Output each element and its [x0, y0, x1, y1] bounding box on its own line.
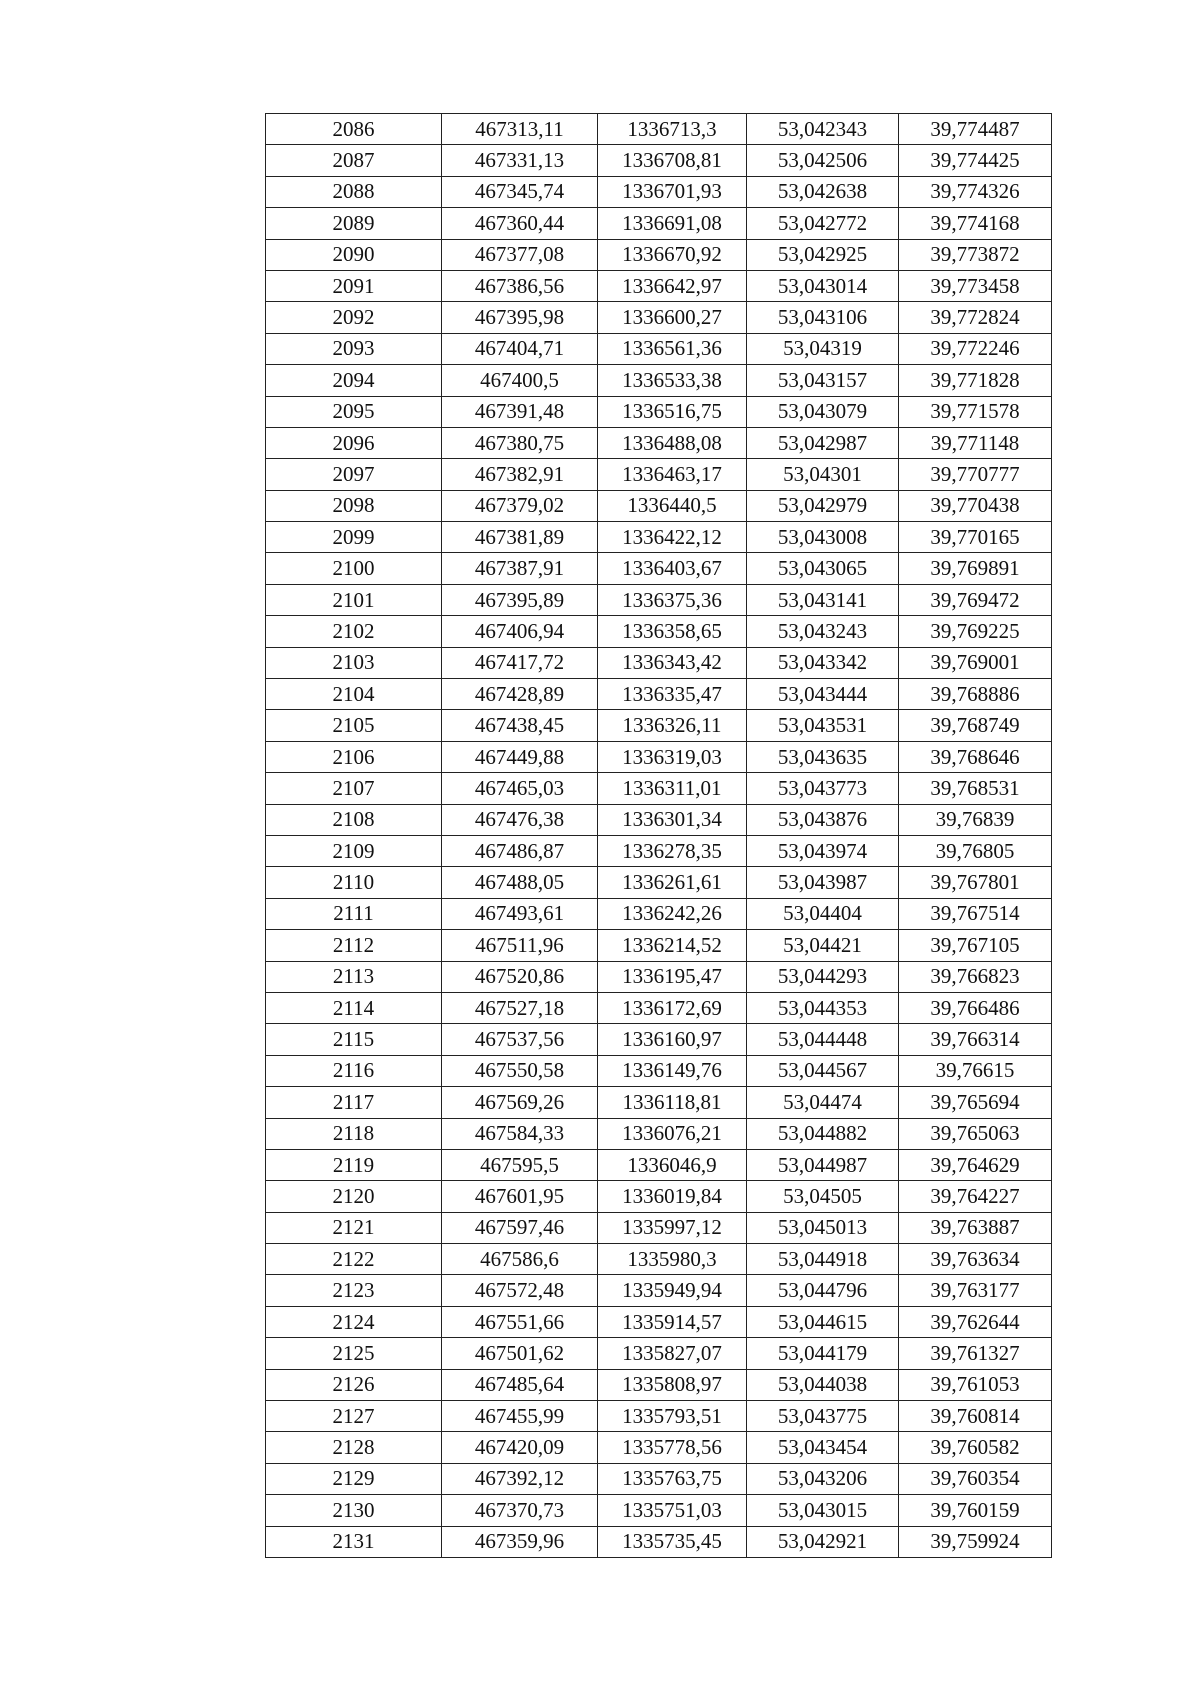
table-row	[266, 741, 1052, 772]
latitude-cell: 53,043773	[747, 773, 899, 804]
latitude-cell: 53,04404	[747, 898, 899, 929]
latitude-cell: 53,044567	[747, 1055, 899, 1086]
longitude-cell: 39,76615	[899, 1055, 1052, 1086]
longitude-cell: 39,767105	[899, 930, 1052, 961]
x-coordinate-cell: 467601,95	[442, 1181, 598, 1212]
x-coordinate-cell: 467404,71	[442, 333, 598, 364]
x-coordinate-cell: 467377,08	[442, 239, 598, 270]
longitude-cell: 39,760159	[899, 1495, 1052, 1526]
x-coordinate-cell: 467420,09	[442, 1432, 598, 1463]
latitude-cell: 53,044796	[747, 1275, 899, 1306]
longitude-cell: 39,767801	[899, 867, 1052, 898]
point-number-cell: 2100	[266, 553, 442, 584]
x-coordinate-cell: 467387,91	[442, 553, 598, 584]
point-number-cell: 2090	[266, 239, 442, 270]
latitude-cell: 53,043065	[747, 553, 899, 584]
coordinates-table	[265, 113, 1052, 1558]
x-coordinate-cell: 467511,96	[442, 930, 598, 961]
coordinates-table-body	[266, 114, 1052, 1558]
y-coordinate-cell: 1336172,69	[598, 992, 747, 1023]
y-coordinate-cell: 1336214,52	[598, 930, 747, 961]
x-coordinate-cell: 467476,38	[442, 804, 598, 835]
latitude-cell: 53,043106	[747, 302, 899, 333]
y-coordinate-cell: 1335735,45	[598, 1526, 747, 1557]
table-row	[266, 1306, 1052, 1337]
point-number-cell: 2123	[266, 1275, 442, 1306]
longitude-cell: 39,762644	[899, 1306, 1052, 1337]
x-coordinate-cell: 467569,26	[442, 1087, 598, 1118]
point-number-cell: 2112	[266, 930, 442, 961]
x-coordinate-cell: 467400,5	[442, 365, 598, 396]
y-coordinate-cell: 1336261,61	[598, 867, 747, 898]
longitude-cell: 39,772824	[899, 302, 1052, 333]
point-number-cell: 2096	[266, 427, 442, 458]
point-number-cell: 2122	[266, 1244, 442, 1275]
table-row	[266, 302, 1052, 333]
longitude-cell: 39,769472	[899, 584, 1052, 615]
y-coordinate-cell: 1336600,27	[598, 302, 747, 333]
longitude-cell: 39,763887	[899, 1212, 1052, 1243]
table-row	[266, 616, 1052, 647]
y-coordinate-cell: 1336422,12	[598, 522, 747, 553]
longitude-cell: 39,771148	[899, 427, 1052, 458]
x-coordinate-cell: 467391,48	[442, 396, 598, 427]
table-row	[266, 396, 1052, 427]
table-row	[266, 647, 1052, 678]
table-row	[266, 459, 1052, 490]
longitude-cell: 39,759924	[899, 1526, 1052, 1557]
point-number-cell: 2116	[266, 1055, 442, 1086]
longitude-cell: 39,770438	[899, 490, 1052, 521]
y-coordinate-cell: 1335997,12	[598, 1212, 747, 1243]
longitude-cell: 39,773458	[899, 270, 1052, 301]
longitude-cell: 39,76839	[899, 804, 1052, 835]
point-number-cell: 2089	[266, 208, 442, 239]
point-number-cell: 2127	[266, 1401, 442, 1432]
latitude-cell: 53,042343	[747, 114, 899, 145]
y-coordinate-cell: 1336403,67	[598, 553, 747, 584]
table-row	[266, 835, 1052, 866]
y-coordinate-cell: 1335793,51	[598, 1401, 747, 1432]
longitude-cell: 39,771828	[899, 365, 1052, 396]
latitude-cell: 53,042772	[747, 208, 899, 239]
point-number-cell: 2102	[266, 616, 442, 647]
latitude-cell: 53,044882	[747, 1118, 899, 1149]
longitude-cell: 39,768646	[899, 741, 1052, 772]
longitude-cell: 39,774326	[899, 176, 1052, 207]
longitude-cell: 39,768531	[899, 773, 1052, 804]
longitude-cell: 39,768749	[899, 710, 1052, 741]
point-number-cell: 2114	[266, 992, 442, 1023]
table-row	[266, 1401, 1052, 1432]
x-coordinate-cell: 467395,98	[442, 302, 598, 333]
table-row	[266, 145, 1052, 176]
longitude-cell: 39,769891	[899, 553, 1052, 584]
latitude-cell: 53,043157	[747, 365, 899, 396]
point-number-cell: 2119	[266, 1149, 442, 1180]
longitude-cell: 39,770777	[899, 459, 1052, 490]
point-number-cell: 2126	[266, 1369, 442, 1400]
y-coordinate-cell: 1336670,92	[598, 239, 747, 270]
longitude-cell: 39,764227	[899, 1181, 1052, 1212]
x-coordinate-cell: 467331,13	[442, 145, 598, 176]
latitude-cell: 53,043141	[747, 584, 899, 615]
x-coordinate-cell: 467501,62	[442, 1338, 598, 1369]
longitude-cell: 39,765063	[899, 1118, 1052, 1149]
longitude-cell: 39,765694	[899, 1087, 1052, 1118]
x-coordinate-cell: 467313,11	[442, 114, 598, 145]
y-coordinate-cell: 1335980,3	[598, 1244, 747, 1275]
table-row	[266, 804, 1052, 835]
y-coordinate-cell: 1336691,08	[598, 208, 747, 239]
x-coordinate-cell: 467485,64	[442, 1369, 598, 1400]
latitude-cell: 53,043987	[747, 867, 899, 898]
x-coordinate-cell: 467551,66	[442, 1306, 598, 1337]
y-coordinate-cell: 1336708,81	[598, 145, 747, 176]
x-coordinate-cell: 467550,58	[442, 1055, 598, 1086]
table-row	[266, 867, 1052, 898]
longitude-cell: 39,774168	[899, 208, 1052, 239]
point-number-cell: 2109	[266, 835, 442, 866]
latitude-cell: 53,044615	[747, 1306, 899, 1337]
latitude-cell: 53,042979	[747, 490, 899, 521]
x-coordinate-cell: 467597,46	[442, 1212, 598, 1243]
latitude-cell: 53,044987	[747, 1149, 899, 1180]
y-coordinate-cell: 1336118,81	[598, 1087, 747, 1118]
y-coordinate-cell: 1336195,47	[598, 961, 747, 992]
point-number-cell: 2120	[266, 1181, 442, 1212]
point-number-cell: 2117	[266, 1087, 442, 1118]
longitude-cell: 39,768886	[899, 679, 1052, 710]
x-coordinate-cell: 467493,61	[442, 898, 598, 929]
y-coordinate-cell: 1336046,9	[598, 1149, 747, 1180]
point-number-cell: 2128	[266, 1432, 442, 1463]
latitude-cell: 53,043014	[747, 270, 899, 301]
point-number-cell: 2106	[266, 741, 442, 772]
table-row	[266, 239, 1052, 270]
y-coordinate-cell: 1336713,3	[598, 114, 747, 145]
y-coordinate-cell: 1336335,47	[598, 679, 747, 710]
table-row	[266, 365, 1052, 396]
longitude-cell: 39,773872	[899, 239, 1052, 270]
y-coordinate-cell: 1336319,03	[598, 741, 747, 772]
x-coordinate-cell: 467584,33	[442, 1118, 598, 1149]
latitude-cell: 53,044448	[747, 1024, 899, 1055]
point-number-cell: 2093	[266, 333, 442, 364]
point-number-cell: 2087	[266, 145, 442, 176]
table-row	[266, 522, 1052, 553]
table-row	[266, 114, 1052, 145]
y-coordinate-cell: 1336358,65	[598, 616, 747, 647]
y-coordinate-cell: 1335827,07	[598, 1338, 747, 1369]
x-coordinate-cell: 467395,89	[442, 584, 598, 615]
table-row	[266, 961, 1052, 992]
longitude-cell: 39,760814	[899, 1401, 1052, 1432]
table-row	[266, 710, 1052, 741]
x-coordinate-cell: 467488,05	[442, 867, 598, 898]
x-coordinate-cell: 467572,48	[442, 1275, 598, 1306]
latitude-cell: 53,04474	[747, 1087, 899, 1118]
point-number-cell: 2097	[266, 459, 442, 490]
y-coordinate-cell: 1335949,94	[598, 1275, 747, 1306]
latitude-cell: 53,043243	[747, 616, 899, 647]
y-coordinate-cell: 1336326,11	[598, 710, 747, 741]
latitude-cell: 53,043635	[747, 741, 899, 772]
y-coordinate-cell: 1336301,34	[598, 804, 747, 835]
point-number-cell: 2099	[266, 522, 442, 553]
latitude-cell: 53,043444	[747, 679, 899, 710]
point-number-cell: 2113	[266, 961, 442, 992]
table-row	[266, 584, 1052, 615]
latitude-cell: 53,04319	[747, 333, 899, 364]
table-row	[266, 679, 1052, 710]
point-number-cell: 2107	[266, 773, 442, 804]
y-coordinate-cell: 1336242,26	[598, 898, 747, 929]
x-coordinate-cell: 467360,44	[442, 208, 598, 239]
point-number-cell: 2115	[266, 1024, 442, 1055]
y-coordinate-cell: 1336516,75	[598, 396, 747, 427]
x-coordinate-cell: 467370,73	[442, 1495, 598, 1526]
y-coordinate-cell: 1336311,01	[598, 773, 747, 804]
longitude-cell: 39,761327	[899, 1338, 1052, 1369]
y-coordinate-cell: 1335808,97	[598, 1369, 747, 1400]
table-row	[266, 1369, 1052, 1400]
y-coordinate-cell: 1335914,57	[598, 1306, 747, 1337]
point-number-cell: 2118	[266, 1118, 442, 1149]
x-coordinate-cell: 467520,86	[442, 961, 598, 992]
table-row	[266, 1212, 1052, 1243]
point-number-cell: 2086	[266, 114, 442, 145]
table-row	[266, 333, 1052, 364]
point-number-cell: 2124	[266, 1306, 442, 1337]
table-row	[266, 1432, 1052, 1463]
latitude-cell: 53,043531	[747, 710, 899, 741]
latitude-cell: 53,043079	[747, 396, 899, 427]
x-coordinate-cell: 467595,5	[442, 1149, 598, 1180]
table-row	[266, 490, 1052, 521]
x-coordinate-cell: 467428,89	[442, 679, 598, 710]
latitude-cell: 53,044293	[747, 961, 899, 992]
x-coordinate-cell: 467379,02	[442, 490, 598, 521]
point-number-cell: 2129	[266, 1463, 442, 1494]
table-row	[266, 427, 1052, 458]
x-coordinate-cell: 467406,94	[442, 616, 598, 647]
x-coordinate-cell: 467417,72	[442, 647, 598, 678]
latitude-cell: 53,045013	[747, 1212, 899, 1243]
longitude-cell: 39,771578	[899, 396, 1052, 427]
latitude-cell: 53,044918	[747, 1244, 899, 1275]
point-number-cell: 2092	[266, 302, 442, 333]
point-number-cell: 2111	[266, 898, 442, 929]
latitude-cell: 53,043015	[747, 1495, 899, 1526]
longitude-cell: 39,769225	[899, 616, 1052, 647]
longitude-cell: 39,760354	[899, 1463, 1052, 1494]
table-row	[266, 1024, 1052, 1055]
point-number-cell: 2121	[266, 1212, 442, 1243]
table-row	[266, 553, 1052, 584]
latitude-cell: 53,042921	[747, 1526, 899, 1557]
latitude-cell: 53,04421	[747, 930, 899, 961]
latitude-cell: 53,043454	[747, 1432, 899, 1463]
x-coordinate-cell: 467586,6	[442, 1244, 598, 1275]
longitude-cell: 39,76805	[899, 835, 1052, 866]
latitude-cell: 53,043775	[747, 1401, 899, 1432]
y-coordinate-cell: 1336533,38	[598, 365, 747, 396]
y-coordinate-cell: 1336463,17	[598, 459, 747, 490]
x-coordinate-cell: 467465,03	[442, 773, 598, 804]
point-number-cell: 2110	[266, 867, 442, 898]
longitude-cell: 39,772246	[899, 333, 1052, 364]
y-coordinate-cell: 1336278,35	[598, 835, 747, 866]
point-number-cell: 2104	[266, 679, 442, 710]
y-coordinate-cell: 1336440,5	[598, 490, 747, 521]
table-row	[266, 773, 1052, 804]
y-coordinate-cell: 1336561,36	[598, 333, 747, 364]
latitude-cell: 53,04505	[747, 1181, 899, 1212]
x-coordinate-cell: 467527,18	[442, 992, 598, 1023]
y-coordinate-cell: 1336375,36	[598, 584, 747, 615]
latitude-cell: 53,042925	[747, 239, 899, 270]
table-row	[266, 1118, 1052, 1149]
y-coordinate-cell: 1336343,42	[598, 647, 747, 678]
table-row	[266, 1338, 1052, 1369]
table-row	[266, 898, 1052, 929]
longitude-cell: 39,766314	[899, 1024, 1052, 1055]
longitude-cell: 39,769001	[899, 647, 1052, 678]
y-coordinate-cell: 1336701,93	[598, 176, 747, 207]
latitude-cell: 53,043974	[747, 835, 899, 866]
point-number-cell: 2105	[266, 710, 442, 741]
y-coordinate-cell: 1336160,97	[598, 1024, 747, 1055]
x-coordinate-cell: 467486,87	[442, 835, 598, 866]
latitude-cell: 53,043206	[747, 1463, 899, 1494]
y-coordinate-cell: 1336488,08	[598, 427, 747, 458]
y-coordinate-cell: 1335778,56	[598, 1432, 747, 1463]
point-number-cell: 2131	[266, 1526, 442, 1557]
point-number-cell: 2095	[266, 396, 442, 427]
point-number-cell: 2091	[266, 270, 442, 301]
table-row	[266, 1463, 1052, 1494]
longitude-cell: 39,763634	[899, 1244, 1052, 1275]
x-coordinate-cell: 467381,89	[442, 522, 598, 553]
table-row	[266, 1244, 1052, 1275]
x-coordinate-cell: 467386,56	[442, 270, 598, 301]
y-coordinate-cell: 1335763,75	[598, 1463, 747, 1494]
longitude-cell: 39,764629	[899, 1149, 1052, 1180]
point-number-cell: 2088	[266, 176, 442, 207]
longitude-cell: 39,767514	[899, 898, 1052, 929]
point-number-cell: 2130	[266, 1495, 442, 1526]
table-row	[266, 992, 1052, 1023]
longitude-cell: 39,774487	[899, 114, 1052, 145]
longitude-cell: 39,760582	[899, 1432, 1052, 1463]
y-coordinate-cell: 1336642,97	[598, 270, 747, 301]
point-number-cell: 2098	[266, 490, 442, 521]
latitude-cell: 53,043876	[747, 804, 899, 835]
longitude-cell: 39,761053	[899, 1369, 1052, 1400]
latitude-cell: 53,04301	[747, 459, 899, 490]
y-coordinate-cell: 1336019,84	[598, 1181, 747, 1212]
table-row	[266, 270, 1052, 301]
table-row	[266, 1055, 1052, 1086]
latitude-cell: 53,044038	[747, 1369, 899, 1400]
x-coordinate-cell: 467455,99	[442, 1401, 598, 1432]
longitude-cell: 39,774425	[899, 145, 1052, 176]
longitude-cell: 39,766486	[899, 992, 1052, 1023]
latitude-cell: 53,044179	[747, 1338, 899, 1369]
x-coordinate-cell: 467382,91	[442, 459, 598, 490]
table-row	[266, 1087, 1052, 1118]
x-coordinate-cell: 467345,74	[442, 176, 598, 207]
x-coordinate-cell: 467438,45	[442, 710, 598, 741]
x-coordinate-cell: 467380,75	[442, 427, 598, 458]
x-coordinate-cell: 467449,88	[442, 741, 598, 772]
latitude-cell: 53,043008	[747, 522, 899, 553]
latitude-cell: 53,044353	[747, 992, 899, 1023]
x-coordinate-cell: 467537,56	[442, 1024, 598, 1055]
point-number-cell: 2094	[266, 365, 442, 396]
table-row	[266, 1495, 1052, 1526]
latitude-cell: 53,042987	[747, 427, 899, 458]
x-coordinate-cell: 467392,12	[442, 1463, 598, 1494]
table-row	[266, 1149, 1052, 1180]
longitude-cell: 39,770165	[899, 522, 1052, 553]
point-number-cell: 2101	[266, 584, 442, 615]
table-row	[266, 1275, 1052, 1306]
latitude-cell: 53,043342	[747, 647, 899, 678]
table-row	[266, 208, 1052, 239]
point-number-cell: 2108	[266, 804, 442, 835]
point-number-cell: 2103	[266, 647, 442, 678]
table-row	[266, 1526, 1052, 1557]
point-number-cell: 2125	[266, 1338, 442, 1369]
longitude-cell: 39,766823	[899, 961, 1052, 992]
latitude-cell: 53,042638	[747, 176, 899, 207]
y-coordinate-cell: 1336076,21	[598, 1118, 747, 1149]
y-coordinate-cell: 1336149,76	[598, 1055, 747, 1086]
table-row	[266, 1181, 1052, 1212]
x-coordinate-cell: 467359,96	[442, 1526, 598, 1557]
table-row	[266, 176, 1052, 207]
longitude-cell: 39,763177	[899, 1275, 1052, 1306]
table-row	[266, 930, 1052, 961]
latitude-cell: 53,042506	[747, 145, 899, 176]
y-coordinate-cell: 1335751,03	[598, 1495, 747, 1526]
